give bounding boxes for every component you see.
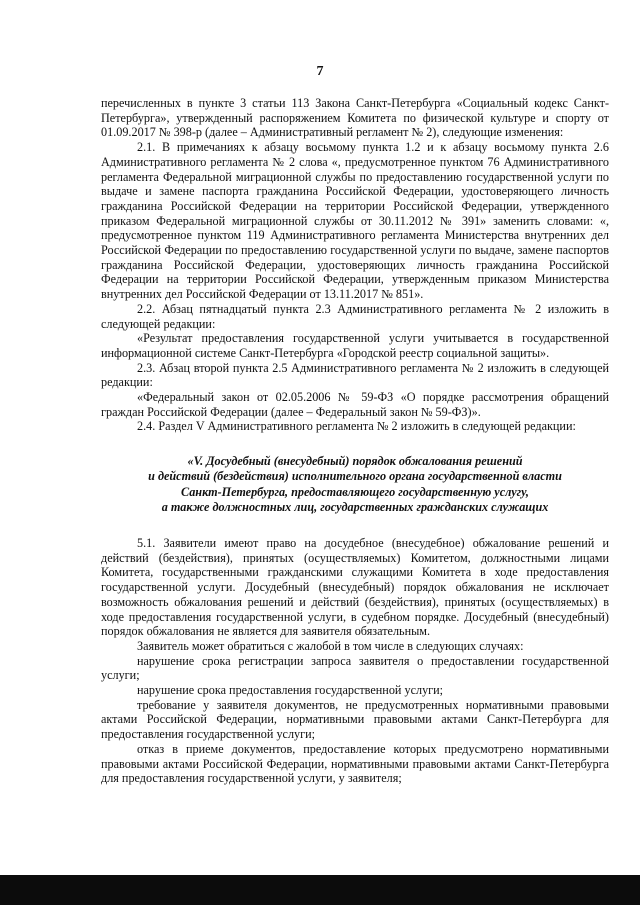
paragraph-2-2-quote: «Результат предоставления государственной услуги учитывается в государственной информационной системе Санкт-Петербурга «Городской реестр социальной защиты».: [101, 331, 609, 360]
section-heading-line: «V. Досудебный (внесудебный) порядок обжалования решений: [187, 454, 523, 469]
paragraph-intro-continuation: перечисленных в пункте 3 статьи 113 Закона Санкт-Петербурга «Социальный кодекс Санкт-Петербурга», утвержденный распоряжением Комитета по физической культуре и спорту от 01.09.2017 № 398-р (далее – Административный регламент № 2), следующие изменения:: [101, 96, 609, 140]
document-body: [101, 96, 609, 786]
scan-bottom-edge: [0, 875, 640, 905]
section-heading-line: Санкт-Петербурга, предоставляющего государственную услугу,: [181, 484, 529, 499]
paragraph-case-document-refusal: отказ в приеме документов, предоставление которых предусмотрено нормативными правовыми актами Российской Федерации, нормативными правовыми актами Санкт-Петербурга для предоставления государственной услуги, у заявителя;: [101, 741, 609, 786]
page-number: 7: [316, 64, 324, 79]
paragraph-case-extra-documents: требование у заявителя документов, не предусмотренных нормативными правовыми актами Российской Федерации, нормативными правовыми актами Санкт-Петербурга для предоставления государственной услуги;: [101, 697, 609, 742]
paragraph-case-service-delay: нарушение срока предоставления государственной услуги;: [137, 683, 444, 698]
section-v-heading: [101, 454, 609, 515]
section-heading-line: и действий (бездействия) исполнительного органа государственной власти: [148, 469, 562, 484]
paragraph-case-registration-delay: нарушение срока регистрации запроса заявителя о предоставлении государственной услуги;: [101, 653, 609, 683]
paragraph-2-2: 2.2. Абзац пятнадцатый пункта 2.3 Административного регламента № 2 изложить в следующей редакции:: [101, 301, 609, 331]
paragraph-2-4: 2.4. Раздел V Административного регламента № 2 изложить в следующей редакции:: [137, 419, 576, 434]
section-heading-line: а также должностных лиц, государственных гражданских служащих: [161, 499, 549, 514]
paragraph-2-3-quote: «Федеральный закон от 02.05.2006 № 59-ФЗ «О порядке рассмотрения обращений граждан Российской Федерации (далее – Федеральный закон № 59-ФЗ)».: [101, 390, 609, 419]
paragraph-2-3: 2.3. Абзац второй пункта 2.5 Административного регламента № 2 изложить в следующей редакции:: [101, 360, 609, 390]
paragraph-2-1: 2.1. В примечаниях к абзацу восьмому пункта 1.2 и к абзацу восьмому пункта 2.6 Административного регламента № 2 слова «, предусмотренное пунктом 76 Административного регламента Федеральной миграционной службы по предоставлению государственной услуги по выдаче и замене паспорта гражданина Российской Федерации, удостоверяющего личность гражданина Российской Федерации на территории Российской Федерации, утвержденного приказом Федеральной миграционной службы от 30.11.2012 № 391» заменить словами: «, предусмотренное пунктом 119 Административного регламента Министерства внутренних дел Российской Федерации по предоставлению государственной услуги по выдаче, замене паспортов гражданина Российской Федерации, удостоверяющих личность гражданина Российской Федерации на территории Российской Федерации, утвержденным приказом Министерства внутренних дел Российской Федерации от 13.11.2017 № 851».: [101, 140, 609, 302]
paragraph-5-1: 5.1. Заявители имеют право на досудебное (внесудебное) обжалование решений и действий (бездействия), принятых (осуществляемых) Комитетом, должностными лицами Комитета, государственными гражданскими служащими Комитета в ходе предоставления государственной услуги. Досудебный (внесудебный) порядок обжалования не исключает возможность обжалования решений и действий (бездействия), принятых (осуществляемых) в ходе предоставления государственной услуги, в судебном порядке. Досудебный (внесудебный) порядок обжалования не является для заявителя обязательным.: [101, 535, 609, 639]
paragraph-complaint-cases: Заявитель может обратиться с жалобой в том числе в следующих случаях:: [137, 638, 524, 653]
